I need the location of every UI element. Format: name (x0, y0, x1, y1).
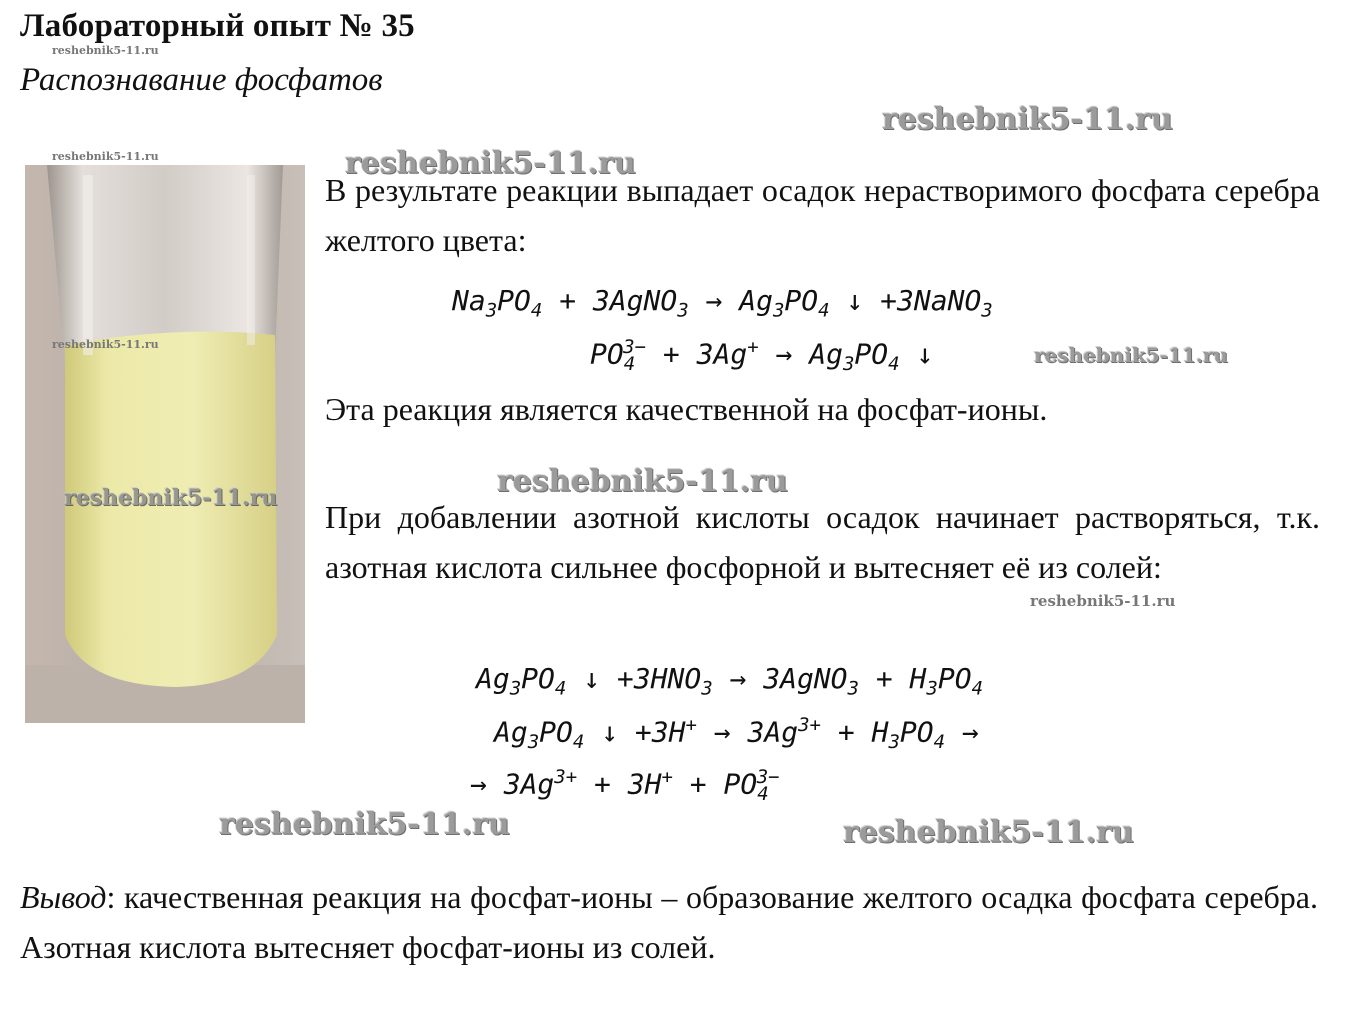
page-subtitle: Распознавание фосфатов (20, 62, 383, 98)
watermark: reshebnik5-11.ru (64, 485, 278, 511)
watermark: reshebnik5-11.ru (52, 150, 159, 163)
equation-ionic-1: $PO_4^{3-} + 3Ag^+ \to Ag_3PO_4$ ↓ (590, 336, 934, 375)
equation-molecular-2: $Ag_3PO_4$ ↓ $+3HNO_3$ → 3AgNO$_3$ + $H_3PO_4$ (476, 662, 984, 700)
watermark: reshebnik5-11.ru (497, 464, 788, 499)
equation-ionic-2: $Ag_3PO_4$ ↓ $+3H^+ \to 3Ag^{3+} + H_3PO_4$ → (494, 714, 979, 753)
test-tube-photo (25, 165, 305, 723)
equation-molecular-1: $Na_3PO_4$ + 3AgNO$_3$ → $Ag_3PO_4$ ↓ +3NaNO$_3$ (452, 284, 993, 322)
paragraph-result: В результате реакции выпадает осадок нерастворимого фосфата серебра желтого цвета: (325, 172, 1320, 258)
watermark: reshebnik5-11.ru (219, 807, 510, 842)
paragraph-qualitative: Эта реакция является качественной на фосфат-ионы. (325, 391, 1048, 427)
watermark: reshebnik5-11.ru (345, 146, 636, 181)
watermark: reshebnik5-11.ru (52, 338, 159, 351)
watermark: reshebnik5-11.ru (1030, 592, 1176, 610)
watermark: reshebnik5-11.ru (882, 102, 1173, 137)
page-title: Лабораторный опыт № 35 (20, 8, 415, 44)
conclusion-label: Вывод (20, 879, 107, 915)
watermark: reshebnik5-11.ru (843, 815, 1134, 850)
conclusion (20, 872, 1318, 972)
watermark: reshebnik5-11.ru (1034, 343, 1228, 367)
equation-ionic-3: → $3Ag^{3+} + 3H^+ + PO_4^{3-}$ (470, 766, 780, 805)
conclusion-text: : качественная реакция на фосфат-ионы – образование желтого осадка фосфата серебра. Азотная кислота вытесняет фосфат-ионы из солей. (20, 879, 1318, 965)
paragraph-nitric-acid: При добавлении азотной кислоты осадок начинает растворяться, т.к. азотная кислота сильнее фосфорной и вытесняет её из солей: (325, 499, 1320, 585)
watermark: reshebnik5-11.ru (52, 44, 159, 57)
